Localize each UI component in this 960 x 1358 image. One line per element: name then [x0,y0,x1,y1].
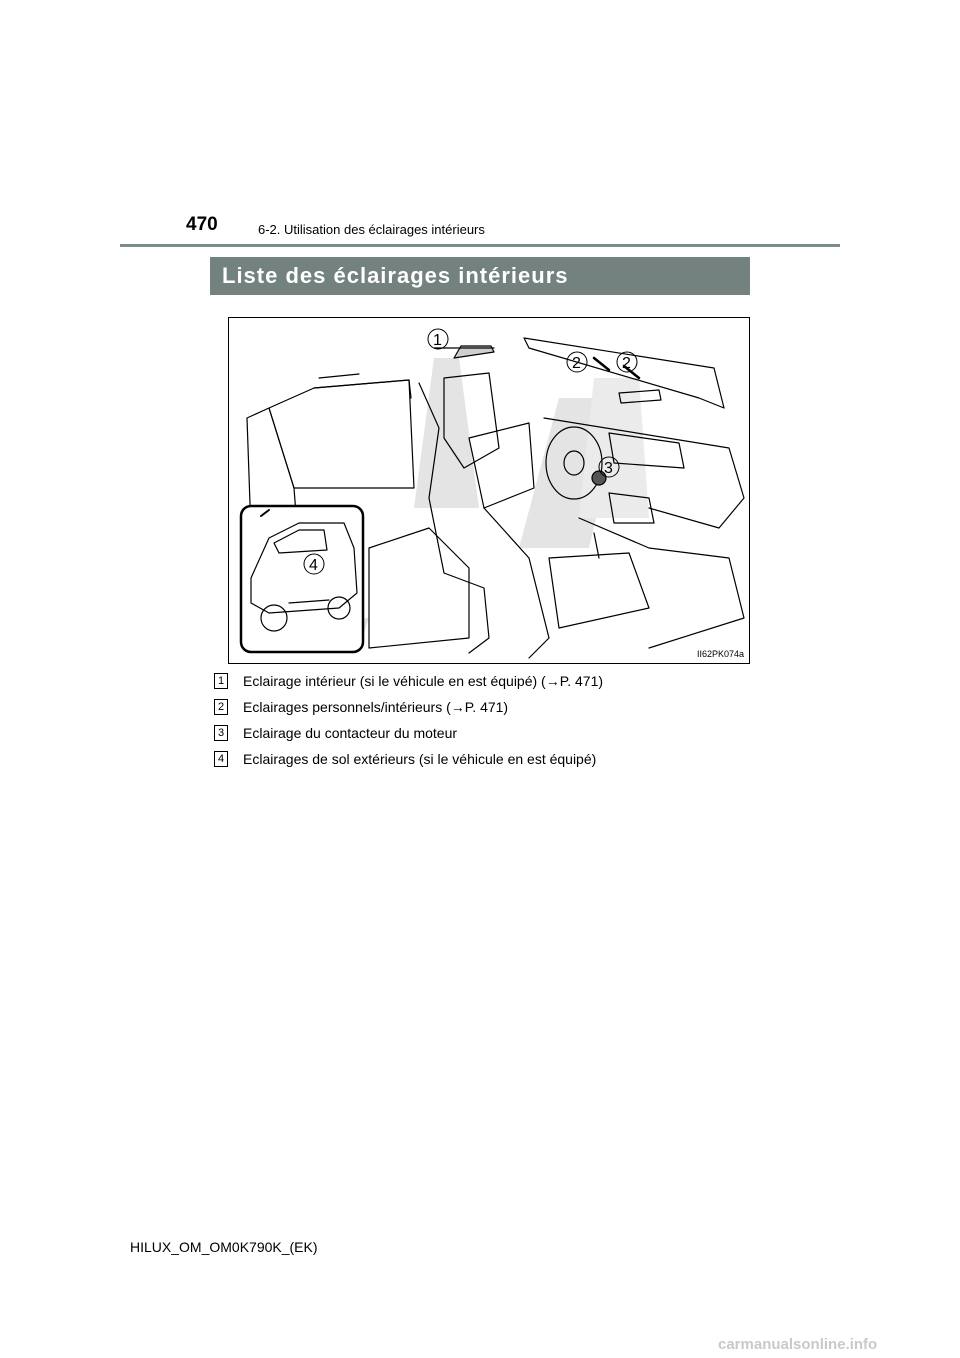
car-interior-drawing [229,318,749,663]
callout-3: 3 [604,460,613,477]
header-rule [120,244,840,247]
section-title: Liste des éclairages intérieurs [210,257,750,295]
item-text: Eclairages de sol extérieurs (si le véhicule en est équipé) [243,751,597,767]
rear-window [269,380,414,488]
item-text: Eclairage intérieur (si le véhicule en est équipé) (→P. 471) [243,673,604,689]
callout-list [214,672,774,776]
callout-2a: 2 [572,355,581,372]
inset-frame [241,506,363,652]
item-number: 2 [214,699,228,715]
footer-manual-code: HILUX_OM_OM0K790K_(EK) [130,1239,318,1255]
item-text: Eclairage du contacteur du moteur [243,725,458,741]
callout-4: 4 [309,557,318,574]
list-item [214,724,774,750]
rear-seat-cushion [369,528,469,648]
list-item [214,672,774,698]
callout-2b: 2 [622,355,631,372]
light-beam-1 [414,358,479,508]
watermark: carmanualsonline.info [718,1336,878,1353]
list-item [214,750,774,776]
running-header: 6-2. Utilisation des éclairages intérieurs [258,222,485,237]
interior-lights-illustration [228,317,750,664]
item-number: 4 [214,751,228,767]
callout-1: 1 [433,332,442,349]
page-number: 470 [186,214,218,235]
passenger-seat [549,553,649,628]
figure-code: II62PK074a [696,649,744,659]
item-text: Eclairages personnels/intérieurs (→P. 471) [243,699,509,715]
list-item [214,698,774,724]
item-number: 3 [214,725,228,741]
item-number: 1 [214,673,228,689]
